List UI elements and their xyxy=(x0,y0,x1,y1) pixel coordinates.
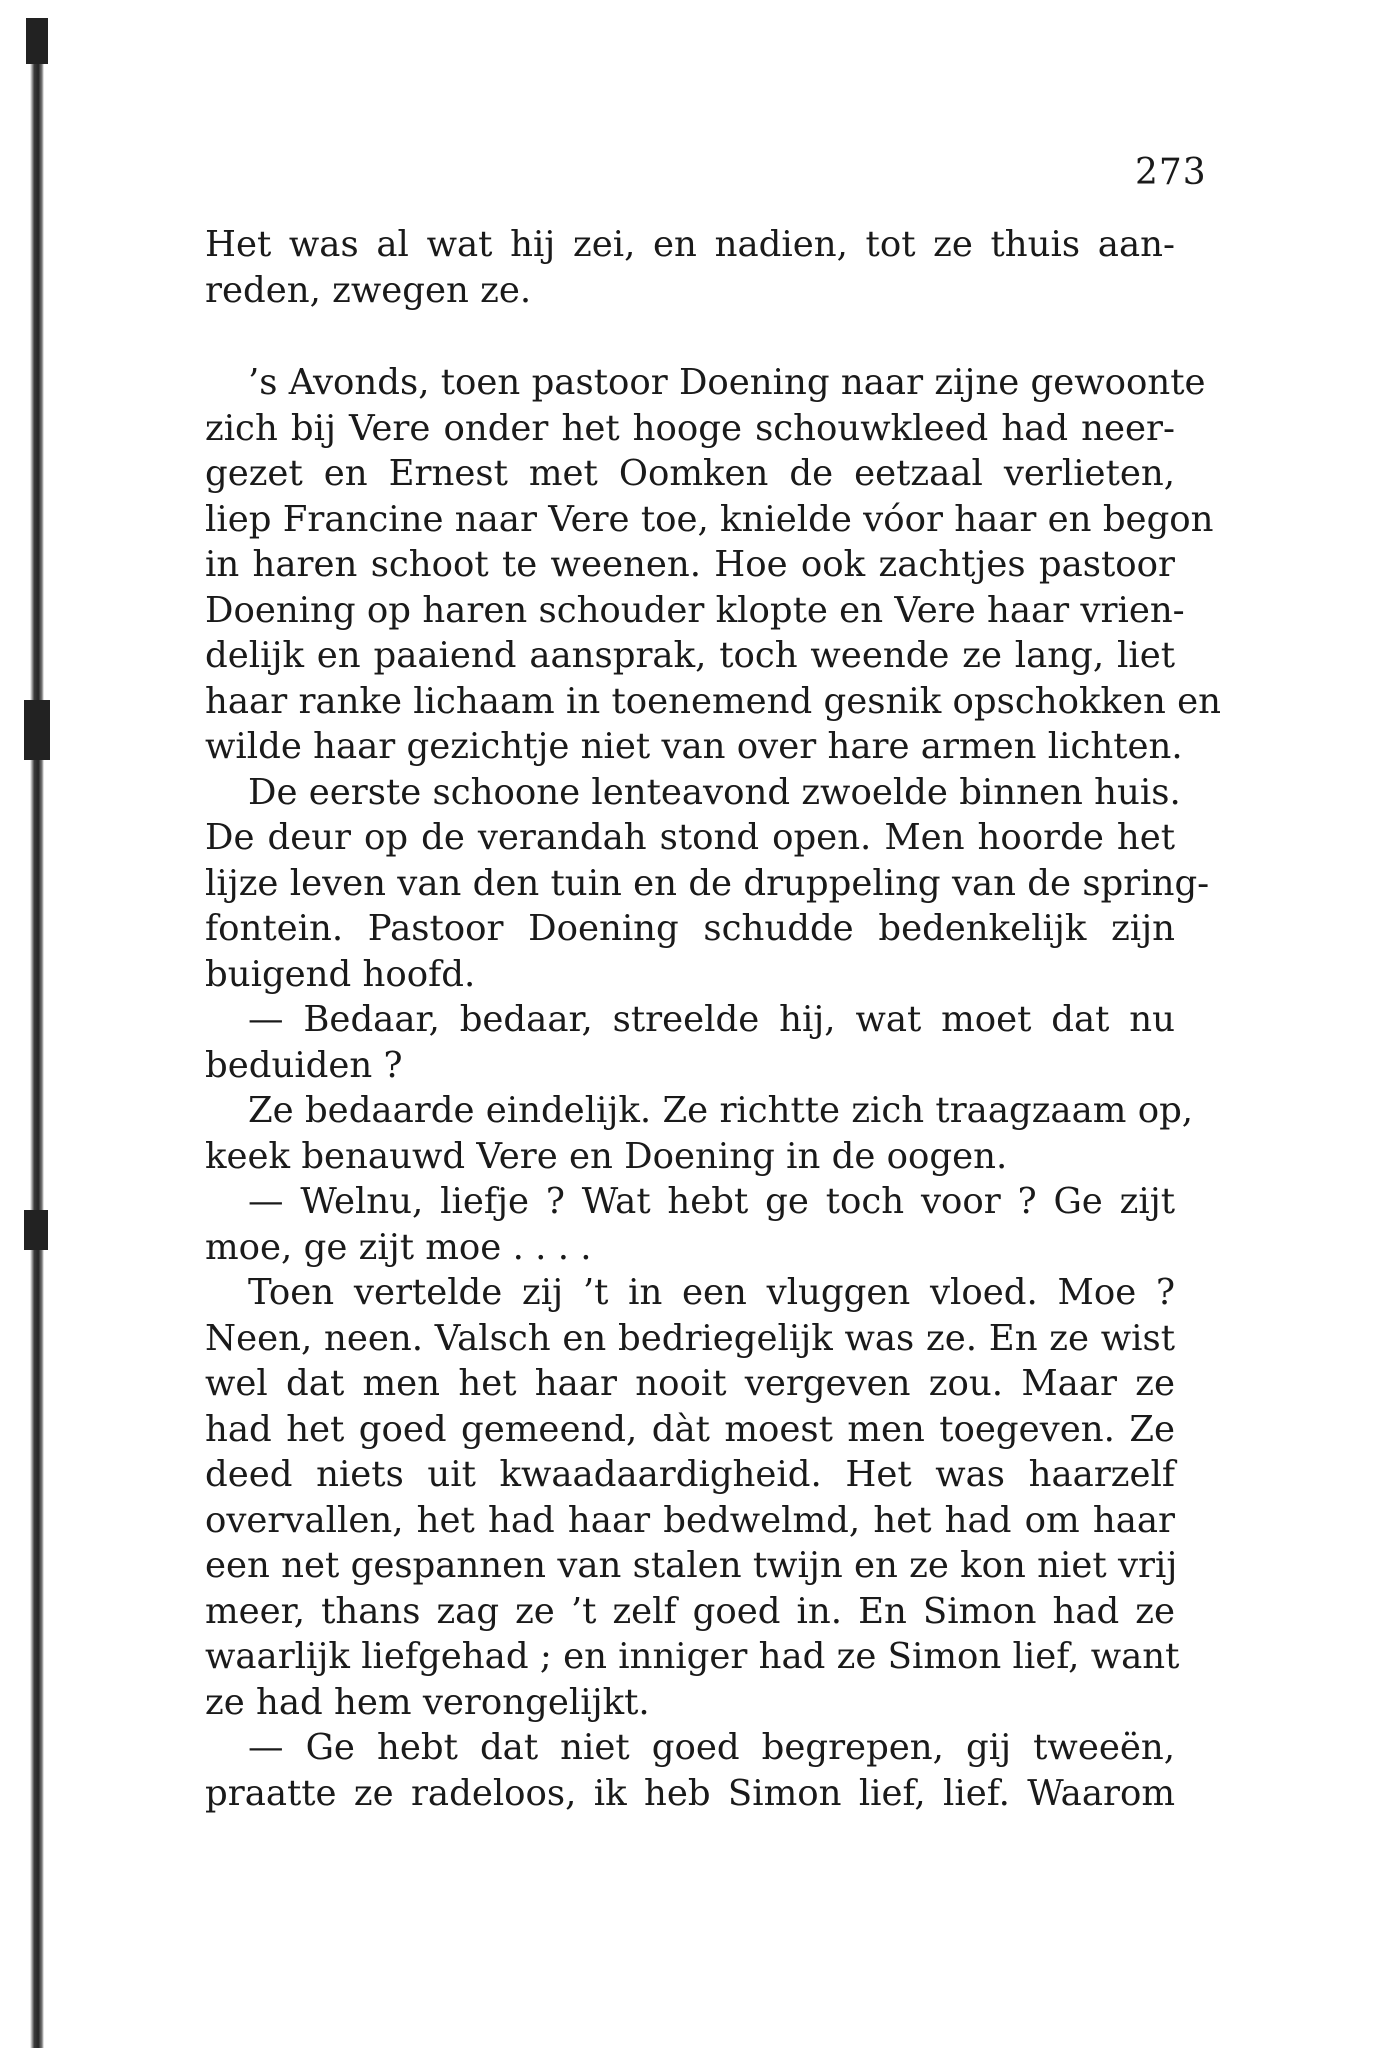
text-line: had het goed gemeend, dàt moest men toegeven. Ze xyxy=(205,1408,1175,1450)
text-line: Doening op haren schouder klopte en Vere haar vrien- xyxy=(205,589,1185,631)
text-line: — Bedaar, bedaar, streelde hij, wat moet dat nu xyxy=(248,999,1175,1040)
text-line: buigend hoofd. xyxy=(205,953,476,995)
text-line: praatte ze radeloos, ik heb Simon lief, lief. Waarom xyxy=(205,1772,1175,1814)
text-line: De eerste schoone lenteavond zwoelde binnen huis. xyxy=(248,771,1181,813)
text-line: delijk en paaiend aansprak, toch weende ze lang, liet xyxy=(205,635,1175,676)
text-line: beduiden ? xyxy=(205,1044,403,1086)
text-line: moe, ge zijt moe . . . . xyxy=(205,1226,592,1268)
text-line: Neen, neen. Valsch en bedriegelijk was ze. En ze wist xyxy=(205,1317,1175,1359)
text-line: deed niets uit kwaadaardigheid. Het was haarzelf xyxy=(205,1454,1175,1495)
text-line: keek benauwd Vere en Doening in de oogen. xyxy=(205,1135,1008,1177)
text-line: meer, thans zag ze ’t zelf goed in. En Simon had ze xyxy=(205,1590,1175,1632)
text-line: wel dat men het haar nooit vergeven zou. Maar ze xyxy=(205,1363,1175,1404)
text-line: Het was al wat hij zei, en nadien, tot ze thuis aan- xyxy=(205,224,1175,265)
spine-mark xyxy=(24,700,50,760)
text-line: ze had hem verongelijkt. xyxy=(205,1681,650,1723)
text-line: Toen vertelde zij ’t in een vluggen vloed. Moe ? xyxy=(248,1272,1175,1313)
text-line: overvallen, het had haar bedwelmd, het had om haar xyxy=(205,1499,1175,1541)
text-line: liep Francine naar Vere toe, knielde vóor haar en begon xyxy=(205,498,1214,540)
text-line: De deur op de verandah stond open. Men hoorde het xyxy=(205,817,1175,858)
spine-mark xyxy=(26,18,48,64)
paragraph-gap xyxy=(205,313,1175,360)
spine-mark xyxy=(24,1210,48,1250)
body-text xyxy=(205,222,1221,1816)
text-line: een net gespannen van stalen twijn en ze kon niet vrij xyxy=(205,1545,1178,1586)
text-line: Ze bedaarde eindelijk. Ze richtte zich traagzaam op, xyxy=(248,1090,1194,1131)
text-line: fontein. Pastoor Doening schudde bedenkelijk zijn xyxy=(205,908,1175,949)
text-line: ’s Avonds, toen pastoor Doening naar zijne gewoonte xyxy=(248,362,1206,403)
text-line: wilde haar gezichtje niet van over hare armen lichten. xyxy=(205,726,1183,767)
text-line: — Welnu, liefje ? Wat hebt ge toch voor ? Ge zijt xyxy=(248,1181,1175,1222)
text-line: waarlijk liefgehad ; en inniger had ze Simon lief, want xyxy=(205,1636,1180,1677)
text-line: haar ranke lichaam in toenemend gesnik opschokken en xyxy=(205,680,1221,722)
text-line: in haren schoot te weenen. Hoe ook zachtjes pastoor xyxy=(205,544,1175,585)
text-line: zich bij Vere onder het hooge schouwkleed had neer- xyxy=(205,407,1175,449)
text-line: reden, zwegen ze. xyxy=(205,269,532,311)
text-line: lijze leven van den tuin en de druppeling van de spring- xyxy=(205,862,1210,904)
text-line: gezet en Ernest met Oomken de eetzaal verlieten, xyxy=(205,453,1175,494)
text-line: — Ge hebt dat niet goed begrepen, gij tweeën, xyxy=(248,1727,1175,1768)
book-spine-shadow xyxy=(30,18,44,2048)
page-number: 273 xyxy=(1135,152,1207,193)
